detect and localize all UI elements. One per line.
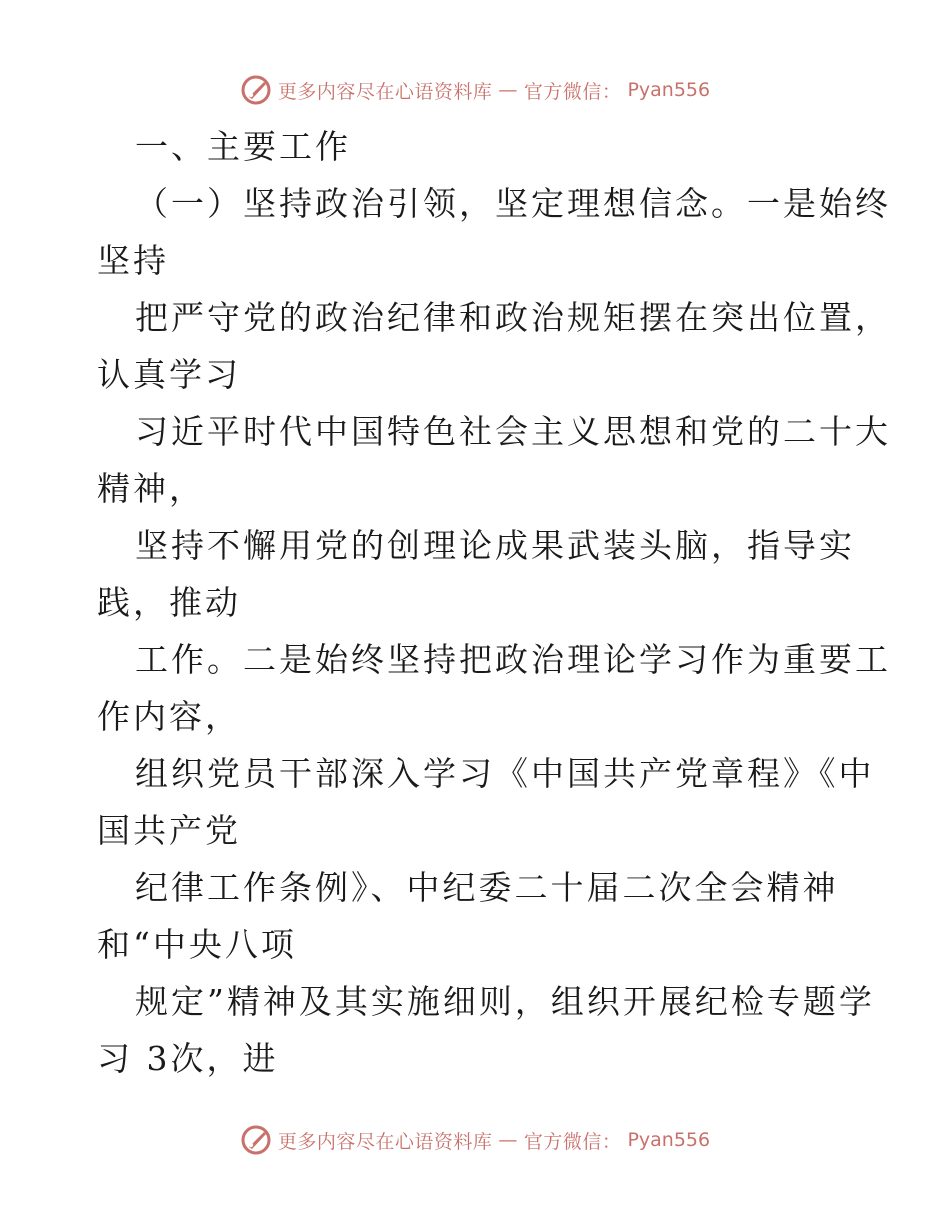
watermark-text: 更多内容尽在心语资料库 bbox=[277, 80, 493, 103]
watermark-wechat-label: 官方微信： bbox=[523, 1130, 622, 1153]
section-heading: 一、主要工作 bbox=[135, 127, 351, 166]
watermark-wechat-id: Pyan556 bbox=[627, 1129, 711, 1151]
watermark-text: 更多内容尽在心语资料库 bbox=[277, 1130, 493, 1153]
text-line: 组织党员干部深入学习《中国共产党章程》《中 bbox=[135, 754, 875, 793]
body-text bbox=[97, 118, 891, 1087]
text-line: 认真学习 bbox=[97, 355, 241, 394]
text-line: 坚持不懈用党的创理论成果武装头脑，指导实 bbox=[135, 526, 855, 565]
quill-logo-icon bbox=[240, 74, 272, 106]
text-line: 纪律工作条例》、中纪委二十届二次全会精神 bbox=[135, 868, 839, 907]
watermark-wechat-label: 官方微信： bbox=[523, 80, 622, 103]
text-line: 和“中央八项 bbox=[97, 925, 297, 964]
text-line: 践，推动 bbox=[97, 583, 241, 622]
text-line: （一）坚持政治引领，坚定理想信念。一是始终 bbox=[135, 184, 891, 223]
text-line: 规定”精神及其实施细则，组织开展纪检专题学 bbox=[135, 982, 875, 1021]
watermark-wechat-id: Pyan556 bbox=[627, 79, 711, 101]
text-line: 精神， bbox=[97, 469, 205, 508]
text-line: 习近平时代中国特色社会主义思想和党的二十大 bbox=[135, 412, 891, 451]
text-line: 把严守党的政治纪律和政治规矩摆在突出位置， bbox=[135, 298, 891, 337]
header-watermark bbox=[0, 70, 950, 110]
text-line: 坚持 bbox=[97, 241, 169, 280]
text-line: 工作。二是始终坚持把政治理论学习作为重要工 bbox=[135, 640, 891, 679]
quill-logo-icon bbox=[240, 1124, 272, 1156]
watermark-separator: — bbox=[498, 79, 518, 101]
footer-watermark bbox=[0, 1120, 950, 1160]
text-line: 国共产党 bbox=[97, 811, 241, 850]
text-line: 习 3次，进 bbox=[97, 1039, 279, 1078]
watermark-separator: — bbox=[498, 1129, 518, 1151]
text-line: 作内容， bbox=[97, 697, 241, 736]
